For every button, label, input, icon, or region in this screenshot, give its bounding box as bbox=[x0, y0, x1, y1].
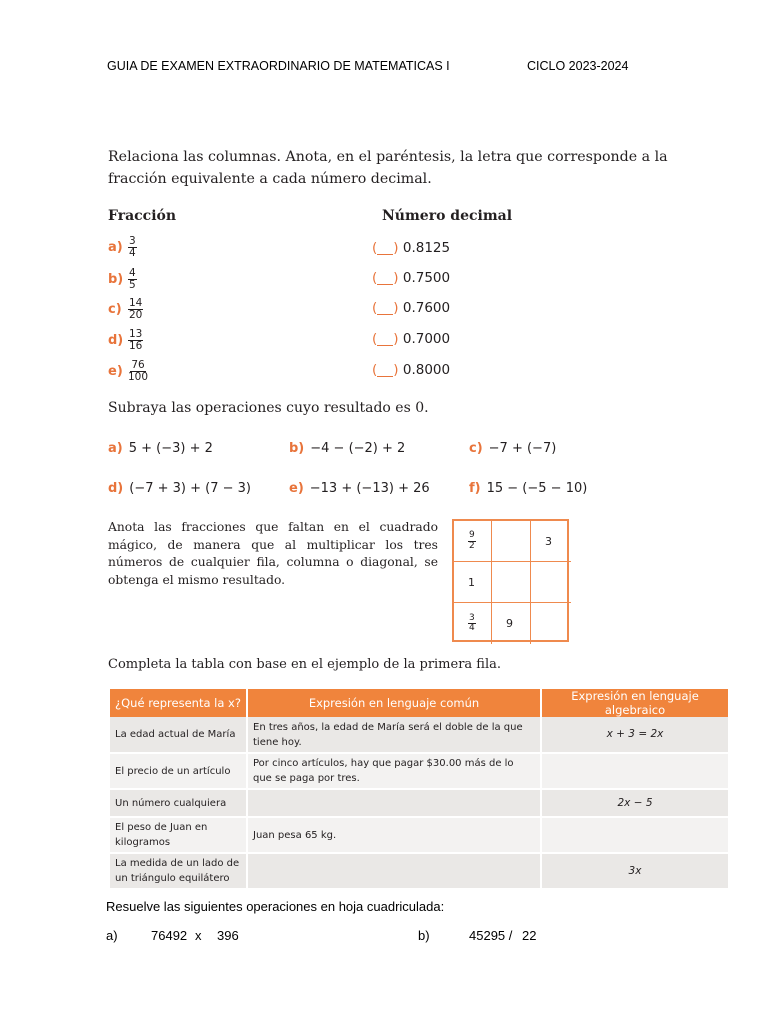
table-cell[interactable] bbox=[247, 789, 541, 817]
decimal-value: 0.8125 bbox=[402, 240, 451, 256]
answer-blank[interactable] bbox=[377, 333, 393, 346]
school-cycle: CICLO 2023-2024 bbox=[527, 59, 629, 73]
table-cell: Por cinco artículos, hay que pagar $30.00 más de lo que se paga por tres. bbox=[247, 753, 541, 789]
fraction-letter: d) bbox=[108, 332, 124, 348]
calc-a-label: a) bbox=[106, 928, 118, 943]
table-cell: Juan pesa 65 kg. bbox=[247, 817, 541, 853]
table-row bbox=[110, 817, 728, 853]
table-header: Expresión en lenguaje común bbox=[247, 689, 541, 717]
table-header-row bbox=[110, 689, 728, 717]
decimal-item bbox=[372, 268, 450, 288]
paren-close: ) bbox=[393, 300, 399, 316]
paren-open: ( bbox=[372, 362, 378, 378]
operation-letter: d) bbox=[108, 481, 124, 496]
paren-open: ( bbox=[372, 331, 378, 347]
magic-cell-empty[interactable] bbox=[531, 603, 571, 644]
fraction bbox=[128, 298, 143, 321]
answer-blank[interactable] bbox=[377, 272, 393, 285]
answer-blank[interactable] bbox=[377, 364, 393, 377]
magic-cell[interactable] bbox=[454, 521, 492, 562]
table-cell: 3x bbox=[541, 853, 728, 889]
fraction-item bbox=[108, 264, 137, 294]
ex3-instruction: Anota las fracciones que faltan en el cuadrado mágico, de manera que al multiplicar los tres números de cualquier fila, columna o diagonal, se obtenga el mismo resultado. bbox=[108, 520, 438, 587]
document-title: GUIA DE EXAMEN EXTRAORDINARIO DE MATEMATICAS I bbox=[107, 59, 450, 73]
operation-letter: c) bbox=[469, 441, 483, 456]
operation-letter: a) bbox=[108, 441, 123, 456]
decimal-value: 0.7000 bbox=[402, 331, 451, 347]
paren-close: ) bbox=[393, 362, 399, 378]
fraction bbox=[128, 360, 148, 383]
fraction bbox=[128, 268, 137, 291]
table-cell: La medida de un lado de un triángulo equilátero bbox=[110, 853, 247, 889]
operation-item[interactable] bbox=[289, 441, 405, 456]
operation-item[interactable] bbox=[469, 481, 587, 496]
table-row bbox=[110, 853, 728, 889]
denominator: 5 bbox=[129, 278, 136, 291]
operation-letter: e) bbox=[289, 481, 304, 496]
ex1-fraction-heading: Fracción bbox=[108, 208, 177, 224]
fraction-item bbox=[108, 232, 137, 262]
table-header: ¿Qué representa la x? bbox=[110, 689, 247, 717]
denominator: 16 bbox=[129, 339, 143, 352]
decimal-item bbox=[372, 238, 450, 258]
ex2-instruction: Subraya las operaciones cuyo resultado es 0. bbox=[108, 400, 429, 416]
table-cell[interactable] bbox=[247, 853, 541, 889]
paren-close: ) bbox=[393, 240, 399, 256]
operation-letter: f) bbox=[469, 481, 481, 496]
operation-letter: b) bbox=[289, 441, 305, 456]
decimal-value: 0.7500 bbox=[402, 270, 451, 286]
fraction bbox=[128, 329, 143, 352]
paren-close: ) bbox=[393, 270, 399, 286]
denominator: 4 bbox=[129, 246, 136, 259]
calc-b-label: b) bbox=[418, 928, 430, 943]
decimal-item bbox=[372, 298, 450, 318]
fraction bbox=[468, 614, 476, 634]
fraction-letter: a) bbox=[108, 239, 123, 255]
denominator: 2 bbox=[469, 540, 475, 551]
table-header: Expresión en lenguaje algebraico bbox=[541, 689, 728, 717]
table-cell: La edad actual de María bbox=[110, 717, 247, 753]
magic-cell[interactable]: 9 bbox=[492, 603, 531, 644]
calc-a-number1: 76492 bbox=[151, 928, 188, 943]
table-cell: Un número cualquiera bbox=[110, 789, 247, 817]
paren-close: ) bbox=[393, 331, 399, 347]
numerator: 13 bbox=[129, 327, 143, 340]
fraction-item bbox=[108, 325, 143, 355]
fraction bbox=[128, 236, 137, 259]
numerator: 3 bbox=[469, 612, 475, 623]
magic-cell-empty[interactable] bbox=[531, 562, 571, 603]
paren-open: ( bbox=[372, 300, 378, 316]
fraction-letter: b) bbox=[108, 271, 124, 287]
calc-b-number2: 22 bbox=[522, 928, 537, 943]
operation-expression: −4 − (−2) + 2 bbox=[310, 441, 406, 456]
numerator: 9 bbox=[469, 530, 475, 540]
fraction bbox=[468, 531, 476, 551]
table-row bbox=[110, 717, 728, 753]
answer-blank[interactable] bbox=[377, 302, 393, 315]
magic-cell-empty[interactable] bbox=[492, 521, 531, 562]
paren-open: ( bbox=[372, 270, 378, 286]
ex1-decimal-heading: Número decimal bbox=[382, 208, 513, 224]
table-row bbox=[110, 753, 728, 789]
table-cell[interactable] bbox=[541, 817, 728, 853]
calc-b-number1: 45295 / bbox=[469, 928, 513, 943]
table-cell: x + 3 = 2x bbox=[541, 717, 728, 753]
ex1-instruction: Relaciona las columnas. Anota, en el paréntesis, la letra que corresponde a la fracción equivalente a cada número decimal. bbox=[108, 149, 668, 187]
magic-cell[interactable] bbox=[454, 603, 492, 644]
table-cell: El precio de un artículo bbox=[110, 753, 247, 789]
denominator: 4 bbox=[469, 623, 475, 633]
ex4-instruction: Completa la tabla con base en el ejemplo de la primera fila. bbox=[108, 657, 502, 672]
calc-a-number2: 396 bbox=[217, 928, 239, 943]
denominator: 100 bbox=[128, 370, 149, 383]
table-cell: 2x − 5 bbox=[541, 789, 728, 817]
operation-expression: −7 + (−7) bbox=[488, 441, 557, 456]
magic-cell-empty[interactable] bbox=[492, 562, 531, 603]
fraction-item bbox=[108, 294, 143, 324]
algebra-table bbox=[110, 689, 728, 890]
operation-item[interactable] bbox=[108, 481, 251, 496]
paren-open: ( bbox=[372, 240, 378, 256]
numerator: 76 bbox=[131, 358, 145, 371]
fraction-item bbox=[108, 356, 148, 386]
calc-a-operator: x bbox=[195, 928, 202, 943]
ex5-instruction: Resuelve las siguientes operaciones en hoja cuadriculada: bbox=[106, 899, 445, 914]
fraction-letter: c) bbox=[108, 301, 122, 317]
fraction-letter: e) bbox=[108, 363, 123, 379]
operation-expression: 15 − (−5 − 10) bbox=[486, 481, 588, 496]
answer-blank[interactable] bbox=[377, 242, 393, 255]
operation-item[interactable] bbox=[108, 441, 213, 456]
magic-cell[interactable]: 1 bbox=[454, 562, 492, 603]
numerator: 3 bbox=[129, 234, 136, 247]
numerator: 14 bbox=[129, 296, 143, 309]
operation-item[interactable] bbox=[469, 441, 556, 456]
table-row bbox=[110, 789, 728, 817]
operation-expression: −13 + (−13) + 26 bbox=[309, 481, 430, 496]
magic-cell[interactable]: 3 bbox=[531, 521, 571, 562]
table-cell[interactable] bbox=[541, 753, 728, 789]
operation-item[interactable] bbox=[289, 481, 430, 496]
decimal-item bbox=[372, 329, 450, 349]
table-cell: El peso de Juan en kilogramos bbox=[110, 817, 247, 853]
table-cell: En tres años, la edad de María será el doble de la que tiene hoy. bbox=[247, 717, 541, 753]
denominator: 20 bbox=[129, 308, 143, 321]
magic-square bbox=[452, 519, 569, 642]
decimal-value: 0.7600 bbox=[402, 300, 451, 316]
operation-expression: (−7 + 3) + (7 − 3) bbox=[129, 481, 251, 496]
numerator: 4 bbox=[129, 266, 136, 279]
decimal-value: 0.8000 bbox=[402, 362, 451, 378]
operation-expression: 5 + (−3) + 2 bbox=[128, 441, 213, 456]
decimal-item bbox=[372, 360, 450, 380]
